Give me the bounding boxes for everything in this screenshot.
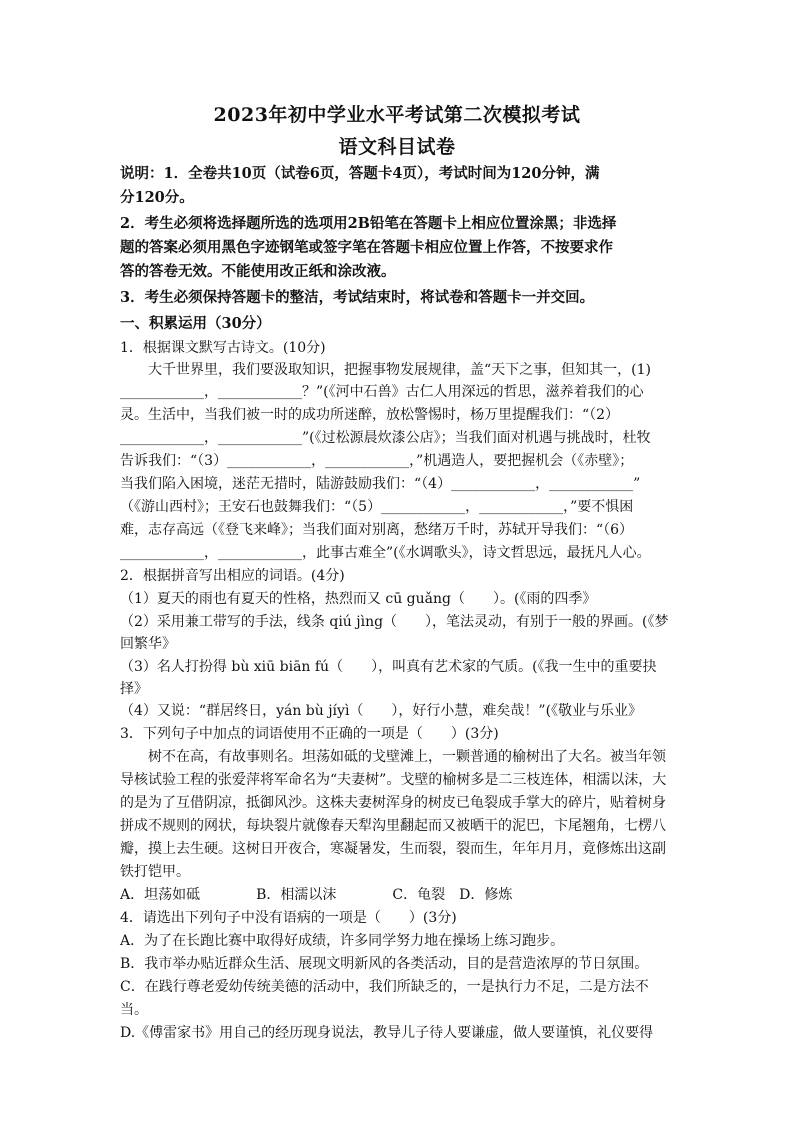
text-line: 回繁华》 bbox=[120, 636, 176, 652]
instruction-line: 分120分。 bbox=[120, 189, 194, 206]
text-line: （3）名人打扮得 bù xiū biān fú（ ），叫真有艺术家的气质。(《我一生中的重要抉 bbox=[120, 659, 657, 675]
instruction-line: 题的答案必须用黑色字迹钢笔或签字笔在答题卡相应位置上作答，不按要求作 bbox=[120, 239, 613, 256]
text-line: 择》 bbox=[120, 681, 148, 697]
instruction-line: 答的答卷无效。不能使用改正纸和涂改液。 bbox=[120, 263, 396, 280]
text-line: 当我们陷入困境，迷茫无措时，陆游鼓励我们：“（4）____________，____________” bbox=[120, 476, 641, 492]
text-line: （2）采用兼工带写的手法，线条 qiú jìng（ ），笔法灵动，有别于一般的界画。(《梦 bbox=[120, 614, 669, 630]
instruction-line: 2．考生必须将选择题所选的选项用2B铅笔在答题卡上相应位置涂黑；非选择 bbox=[120, 215, 617, 232]
text-line: （《游山西村》；王安石也鼓舞我们：“（5）____________，____________，”要不惧困 bbox=[120, 499, 634, 515]
text-line: ____________，____________，此事古难全”(《水调歌头》，诗文哲思远，最抚凡人心。 bbox=[120, 545, 651, 561]
question-heading: 1．根据课文默写古诗文。(10分) bbox=[120, 340, 326, 356]
question-heading: 3．下列句子中加点的词语使用不正确的一项是（ ）(3分) bbox=[120, 726, 499, 742]
text-line: 告诉我们：“（3）____________，____________，”机遇造人，要把握机会（《赤壁》； bbox=[120, 453, 634, 469]
exam-title: 2023年初中学业水平考试第二次模拟考试 bbox=[213, 104, 581, 126]
exam-subtitle: 语文科目试卷 bbox=[338, 136, 456, 158]
answer-option: C．在践行尊老爱幼传统美德的活动中，我们所缺乏的，一是执行力不足，二是方法不 bbox=[120, 979, 649, 995]
answer-option: B．我市举办贴近群众生活、展现文明新风的各类活动，目的是营造浓厚的节日氛围。 bbox=[120, 956, 649, 972]
section-heading: 一、积累运用（30分） bbox=[120, 315, 271, 332]
text-line: 大千世界里，我们要汲取知识，把握事物发展规律，盖“天下之事，但知其一，(1) bbox=[148, 362, 651, 378]
text-line: 灵。生活中，当我们被一时的成功所迷醉，放松警惕时，杨万里提醒我们：“（2） bbox=[120, 407, 620, 423]
text-line: ____________，____________”(《过松源晨炊漆公店》；当我们面对机遇与挑战时，杜牧 bbox=[120, 430, 651, 446]
text-line: 导核试验工程的张爱萍将军命名为“夫妻树”。戈壁的榆树多是二三枝连体，相濡以沫，大 bbox=[120, 772, 667, 788]
text-line: 铁打铠甲。 bbox=[120, 864, 190, 880]
text-line: 拼成不规则的网状，每块裂片就像春天犁沟里翻起而又被晒干的泥巴，卞尾翘角，七楞八 bbox=[120, 818, 666, 834]
text-line: 难，志存高远（《登飞来峰》；当我们面对别离，愁绪万千时，苏轼开导我们：“（6） bbox=[120, 522, 634, 538]
answer-option: D.《傅雷家书》用自己的经历现身说法，教导儿子待人要谦虚，做人要谨慎，礼仪要得 bbox=[120, 1025, 654, 1041]
text-line: 树不在高，有故事则名。坦荡如砥的戈壁滩上，一颗普通的榆树出了大名。被当年领 bbox=[148, 749, 666, 765]
answer-option: A．为了在长跑比赛中取得好成绩，许多同学努力地在操场上练习跑步。 bbox=[120, 933, 565, 949]
question-heading: 4．请选出下列句子中没有语病的一项是（ ）(3分) bbox=[120, 910, 457, 926]
instruction-line: 3．考生必须保持答题卡的整洁，考试结束时，将试卷和答题卡一并交回。 bbox=[120, 289, 595, 306]
text-line: （1）夏天的雨也有夏天的性格，热烈而又 cū guǎng（ ）。(《雨的四季》 bbox=[120, 591, 597, 607]
instruction-line: 说明：1．全卷共10页（试卷6页，答题卡4页），考试时间为120分钟，满 bbox=[120, 165, 600, 182]
text-line: （4）又说：“群居终日，yán bù jíyì（ ），好行小慧，难矣哉！”(《敬业与乐业》 bbox=[120, 703, 643, 719]
answer-option: 当。 bbox=[120, 1002, 148, 1018]
text-line: 的是为了互借阴凉，抵御风沙。这株夫妻树浑身的树皮已龟裂成手掌大的碎片，贴着树身 bbox=[120, 795, 666, 811]
text-line: ____________，____________？”(《河中石兽》古仁人用深远的哲思，滋养着我们的心 bbox=[120, 384, 644, 400]
answer-options: A．坦荡如砥 B．相濡以沫 C．龟裂 D．修炼 bbox=[120, 887, 513, 903]
question-heading: 2．根据拼音写出相应的词语。(4分) bbox=[120, 568, 345, 584]
text-line: 瓣，摸上去生硬。这树日开夜合，寒凝暑发，生而裂，裂而生，年年月月，竟修炼出这副 bbox=[120, 841, 666, 857]
